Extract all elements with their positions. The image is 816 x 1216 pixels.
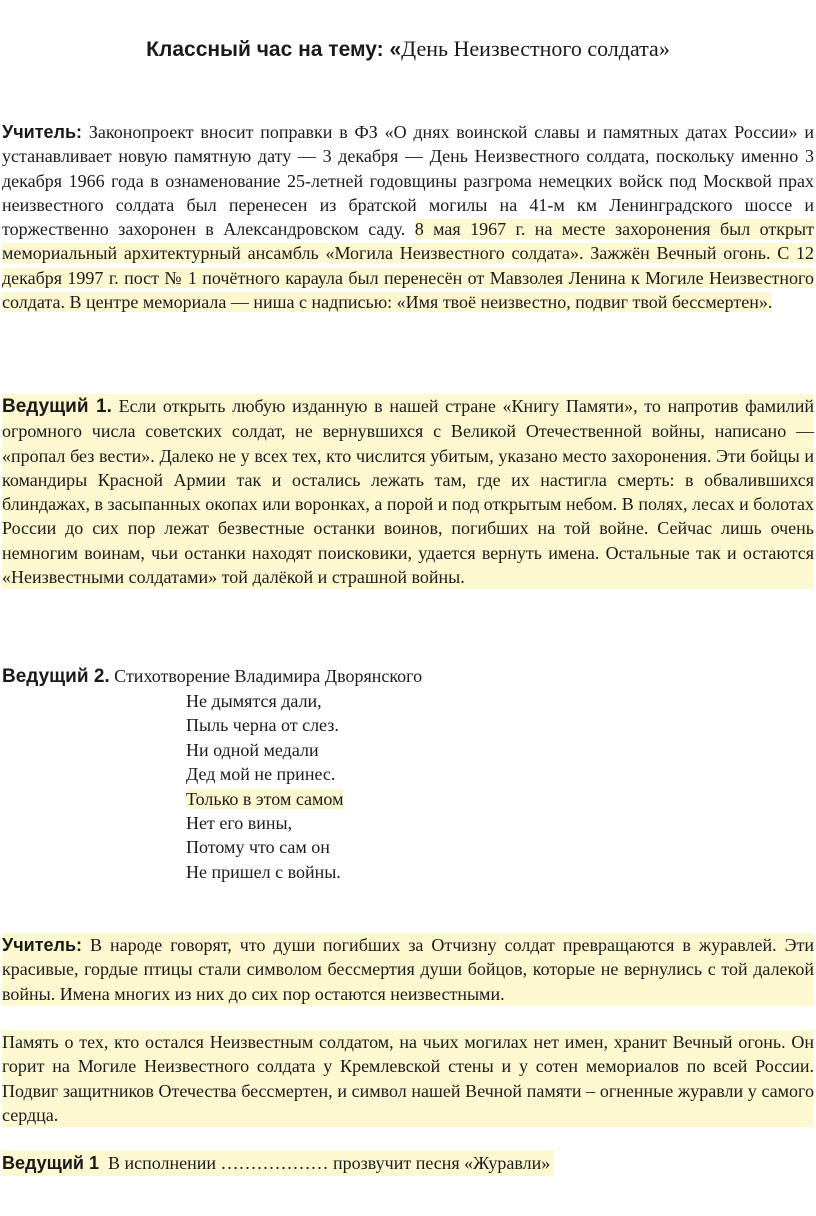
host-1-paragraph bbox=[2, 394, 814, 589]
poem-line: Дед мой не принес. bbox=[186, 764, 336, 785]
final-text: В исполнении ……………… прозвучит песня «Журавли» bbox=[108, 1153, 551, 1173]
poem-line: Нет его вины, bbox=[186, 812, 293, 833]
poem-line: Пыль черна от слез. bbox=[186, 715, 339, 736]
poem-line: Потому что сам он bbox=[186, 837, 330, 858]
final-line bbox=[2, 1150, 554, 1176]
poem-line-highlighted: Только в этом самом bbox=[186, 788, 344, 809]
poem-line: Не пришел с войны. bbox=[186, 861, 341, 882]
title-topic: День Неизвестного солдата» bbox=[401, 36, 670, 61]
poem-line bbox=[186, 787, 343, 811]
teacher-paragraph-3: Память о тех, кто остался Неизвестным солдатом, на чьих могилах нет имен, хранит Вечный огонь. Он горит на Могиле Неизвестного солдата у Кремлевской стены и у сотен мемориалов по всей России. Подвиг защитников Отечества бессмертен, и символ нашей Вечной памяти – огненные журавли у самого сердца. bbox=[2, 1030, 814, 1127]
poem bbox=[186, 689, 343, 884]
host-1-text: Если открыть любую изданную в нашей стране «Книгу Памяти», то напротив фамилий огромного числа советских солдат, не вернувшихся с Великой Отечественной войны, написано — «пропал без вести». Далеко не у всех тех, кто числится убитым, указано место захоронения. Эти бойцы и командиры Красной Армии так и остались лежать там, где их настигла смерть: в обвалившихся блиндажах, в засыпанных окопах или воронках, а порой и под открытым небом. В полях, лесах и болотах России до сих пор лежат безвестные останки воинов, погибших на той войне. Сейчас лишь очень немногим воинам, чьи останки находят поисковики, удается вернуть имена. Остальные так и остаются «Неизвестными солдатами» той далёкой и страшной войны. bbox=[2, 396, 815, 588]
teacher-paragraph-2-text: В народе говорят, что души погибших за Отчизну солдат превращаются в журавлей. Эти красивые, гордые птицы стали символом бессмертия души бойцов, которые не вернулись с той далекой войны. Имена многих из них до сих пор остаются неизвестными. bbox=[2, 935, 814, 1004]
paragraph-1-text: Законопроект вносит поправки в ФЗ «О днях воинской славы и памятных датах России» и устанавливает новую памятную дату — 3 декабря — День Неизвестного солдата, поскольку именно 3 декабря 1966 года в ознаменование 25-летней годовщины разгрома немецких войск под Москвой прах неизвестного солдата был перенесен из братской могилы на 41-м км Ленинградского шоссе и торжественно захоронен в Александровском саду. bbox=[2, 122, 814, 240]
speaker-host-1-final: Ведущий 1 bbox=[2, 1153, 99, 1173]
speaker-host-2: Ведущий 2. bbox=[2, 666, 110, 687]
title-prefix: Классный час на тему: « bbox=[146, 38, 402, 61]
teacher-paragraph-2 bbox=[2, 933, 814, 1006]
document-title bbox=[0, 34, 816, 65]
poem-line: Не дымятся дали, bbox=[186, 691, 322, 711]
teacher-paragraph-1 bbox=[2, 120, 814, 314]
paragraph-1-highlighted-text: 8 мая 1967 г. на месте захоронения был открыт мемориальный архитектурный ансамбль «Могила Неизвестного солдата». Зажжён Вечный огонь. С 12 декабря 1997 г. пост № 1 почётного караула был перенесён от Мавзолея Ленина к Могиле Неизвестного солдата. В центре мемориала — ниша с надписью: «Имя твоё неизвестно, подвиг твой бессмертен». bbox=[2, 219, 814, 313]
speaker-teacher: Учитель: bbox=[2, 122, 83, 142]
poem-intro: Стихотворение Владимира Дворянского bbox=[114, 666, 423, 686]
speaker-teacher: Учитель: bbox=[2, 935, 83, 955]
poem-heading bbox=[2, 664, 422, 689]
speaker-host-1: Ведущий 1. bbox=[2, 396, 112, 417]
poem-line: Ни одной медали bbox=[186, 739, 319, 760]
